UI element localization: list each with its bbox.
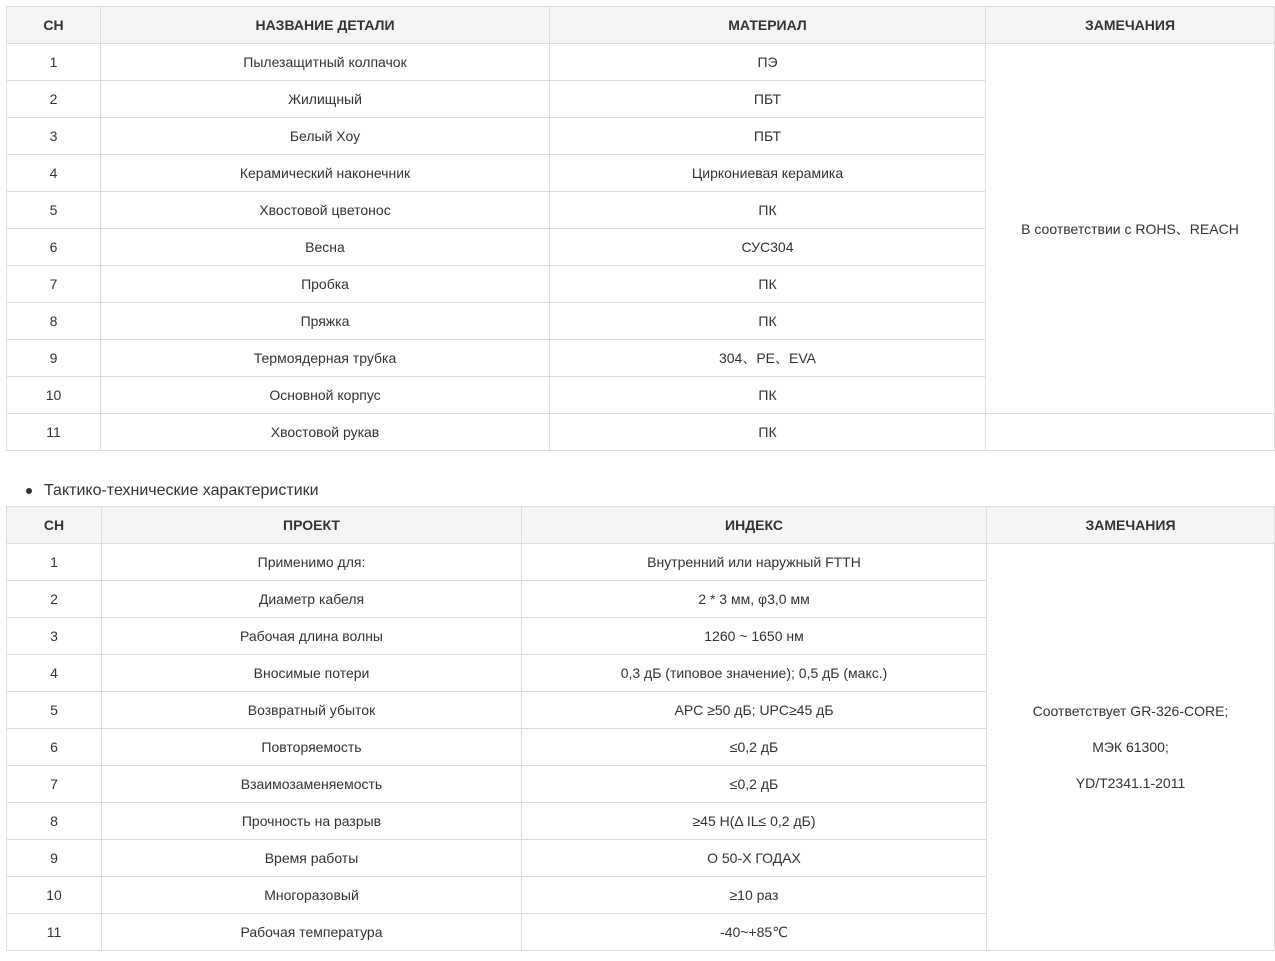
cell-index: ≥10 раз xyxy=(522,877,987,914)
cell-part-name: Пряжка xyxy=(101,303,550,340)
col-header-index: ИНДЕКС xyxy=(522,507,987,544)
col-header-remarks: ЗАМЕЧАНИЯ xyxy=(986,7,1275,44)
cell-number: 2 xyxy=(7,81,101,118)
bullet-icon xyxy=(26,488,32,494)
col-header-remarks: ЗАМЕЧАНИЯ xyxy=(987,507,1275,544)
cell-part-name: Весна xyxy=(101,229,550,266)
cell-material: ПК xyxy=(550,192,986,229)
cell-remarks xyxy=(987,544,1275,951)
cell-material: ПБТ xyxy=(550,81,986,118)
cell-part-name: Термоядерная трубка xyxy=(101,340,550,377)
cell-number: 6 xyxy=(7,229,101,266)
cell-material: ПК xyxy=(550,303,986,340)
cell-material: ПК xyxy=(550,414,986,451)
cell-part-name: Пробка xyxy=(101,266,550,303)
cell-index: О 50-Х ГОДАХ xyxy=(522,840,987,877)
cell-material: Циркониевая керамика xyxy=(550,155,986,192)
cell-project: Применимо для: xyxy=(102,544,522,581)
cell-material: ПБТ xyxy=(550,118,986,155)
cell-project: Многоразовый xyxy=(102,877,522,914)
cell-part-name: Керамический наконечник xyxy=(101,155,550,192)
cell-part-name: Пылезащитный колпачок xyxy=(101,44,550,81)
cell-number: 5 xyxy=(7,692,102,729)
cell-number: 2 xyxy=(7,581,102,618)
header-row xyxy=(7,507,1275,544)
cell-index: 2 * 3 мм, φ3,0 мм xyxy=(522,581,987,618)
remark-line: Соответствует GR-326-CORE; xyxy=(1032,703,1229,719)
cell-project: Время работы xyxy=(102,840,522,877)
cell-index: ≤0,2 дБ xyxy=(522,729,987,766)
col-header-material: МАТЕРИАЛ xyxy=(550,7,986,44)
cell-project: Вносимые потери xyxy=(102,655,522,692)
cell-number: 1 xyxy=(7,544,102,581)
cell-part-name: Белый Хоу xyxy=(101,118,550,155)
cell-project: Рабочая длина волны xyxy=(102,618,522,655)
remark-line: YD/T2341.1-2011 xyxy=(1075,775,1186,791)
cell-part-name: Хвостовой рукав xyxy=(101,414,550,451)
cell-material: ПК xyxy=(550,266,986,303)
cell-part-name: Жилищный xyxy=(101,81,550,118)
cell-material: СУС304 xyxy=(550,229,986,266)
col-header-number: СН xyxy=(7,7,101,44)
cell-remark-empty xyxy=(986,414,1275,451)
cell-material: ПК xyxy=(550,377,986,414)
cell-number: 10 xyxy=(7,877,102,914)
col-header-part-name: НАЗВАНИЕ ДЕТАЛИ xyxy=(101,7,550,44)
cell-number: 9 xyxy=(7,340,101,377)
cell-index: APC ≥50 дБ; UPC≥45 дБ xyxy=(522,692,987,729)
cell-number: 3 xyxy=(7,118,101,155)
cell-number: 5 xyxy=(7,192,101,229)
cell-number: 7 xyxy=(7,266,101,303)
col-header-number: СН xyxy=(7,507,102,544)
header-row xyxy=(7,7,1275,44)
section-heading xyxy=(26,480,319,502)
cell-project: Рабочая температура xyxy=(102,914,522,951)
cell-part-name: Основной корпус xyxy=(101,377,550,414)
cell-number: 8 xyxy=(7,803,102,840)
cell-number: 11 xyxy=(7,914,102,951)
cell-project: Взаимозаменяемость xyxy=(102,766,522,803)
cell-number: 4 xyxy=(7,655,102,692)
cell-material: ПЭ xyxy=(550,44,986,81)
parts-table xyxy=(6,6,1275,451)
remark-line: МЭК 61300; xyxy=(1092,739,1169,755)
performance-table xyxy=(6,506,1275,951)
cell-index: 1260 ~ 1650 нм xyxy=(522,618,987,655)
cell-project: Повторяемость xyxy=(102,729,522,766)
cell-number: 9 xyxy=(7,840,102,877)
cell-index: 0,3 дБ (типовое значение); 0,5 дБ (макс.) xyxy=(522,655,987,692)
cell-index: ≤0,2 дБ xyxy=(522,766,987,803)
cell-project: Прочность на разрыв xyxy=(102,803,522,840)
cell-project: Возвратный убыток xyxy=(102,692,522,729)
cell-project: Диаметр кабеля xyxy=(102,581,522,618)
cell-number: 6 xyxy=(7,729,102,766)
table-row xyxy=(7,414,1275,451)
cell-number: 7 xyxy=(7,766,102,803)
cell-remark: В соответствии с ROHS、REACH xyxy=(986,44,1275,414)
col-header-project: ПРОЕКТ xyxy=(102,507,522,544)
cell-number: 3 xyxy=(7,618,102,655)
cell-number: 8 xyxy=(7,303,101,340)
section-title: Тактико-технические характеристики xyxy=(44,482,319,499)
cell-part-name: Хвостовой цветонос xyxy=(101,192,550,229)
cell-number: 11 xyxy=(7,414,101,451)
cell-index: ≥45 Н(Δ IL≤ 0,2 дБ) xyxy=(522,803,987,840)
cell-material: 304、PE、EVA xyxy=(550,340,986,377)
table-row xyxy=(7,44,1275,81)
cell-index: Внутренний или наружный FTTH xyxy=(522,544,987,581)
cell-number: 4 xyxy=(7,155,101,192)
cell-number: 1 xyxy=(7,44,101,81)
table-row xyxy=(7,544,1275,581)
cell-number: 10 xyxy=(7,377,101,414)
cell-index: -40~+85℃ xyxy=(522,914,987,951)
